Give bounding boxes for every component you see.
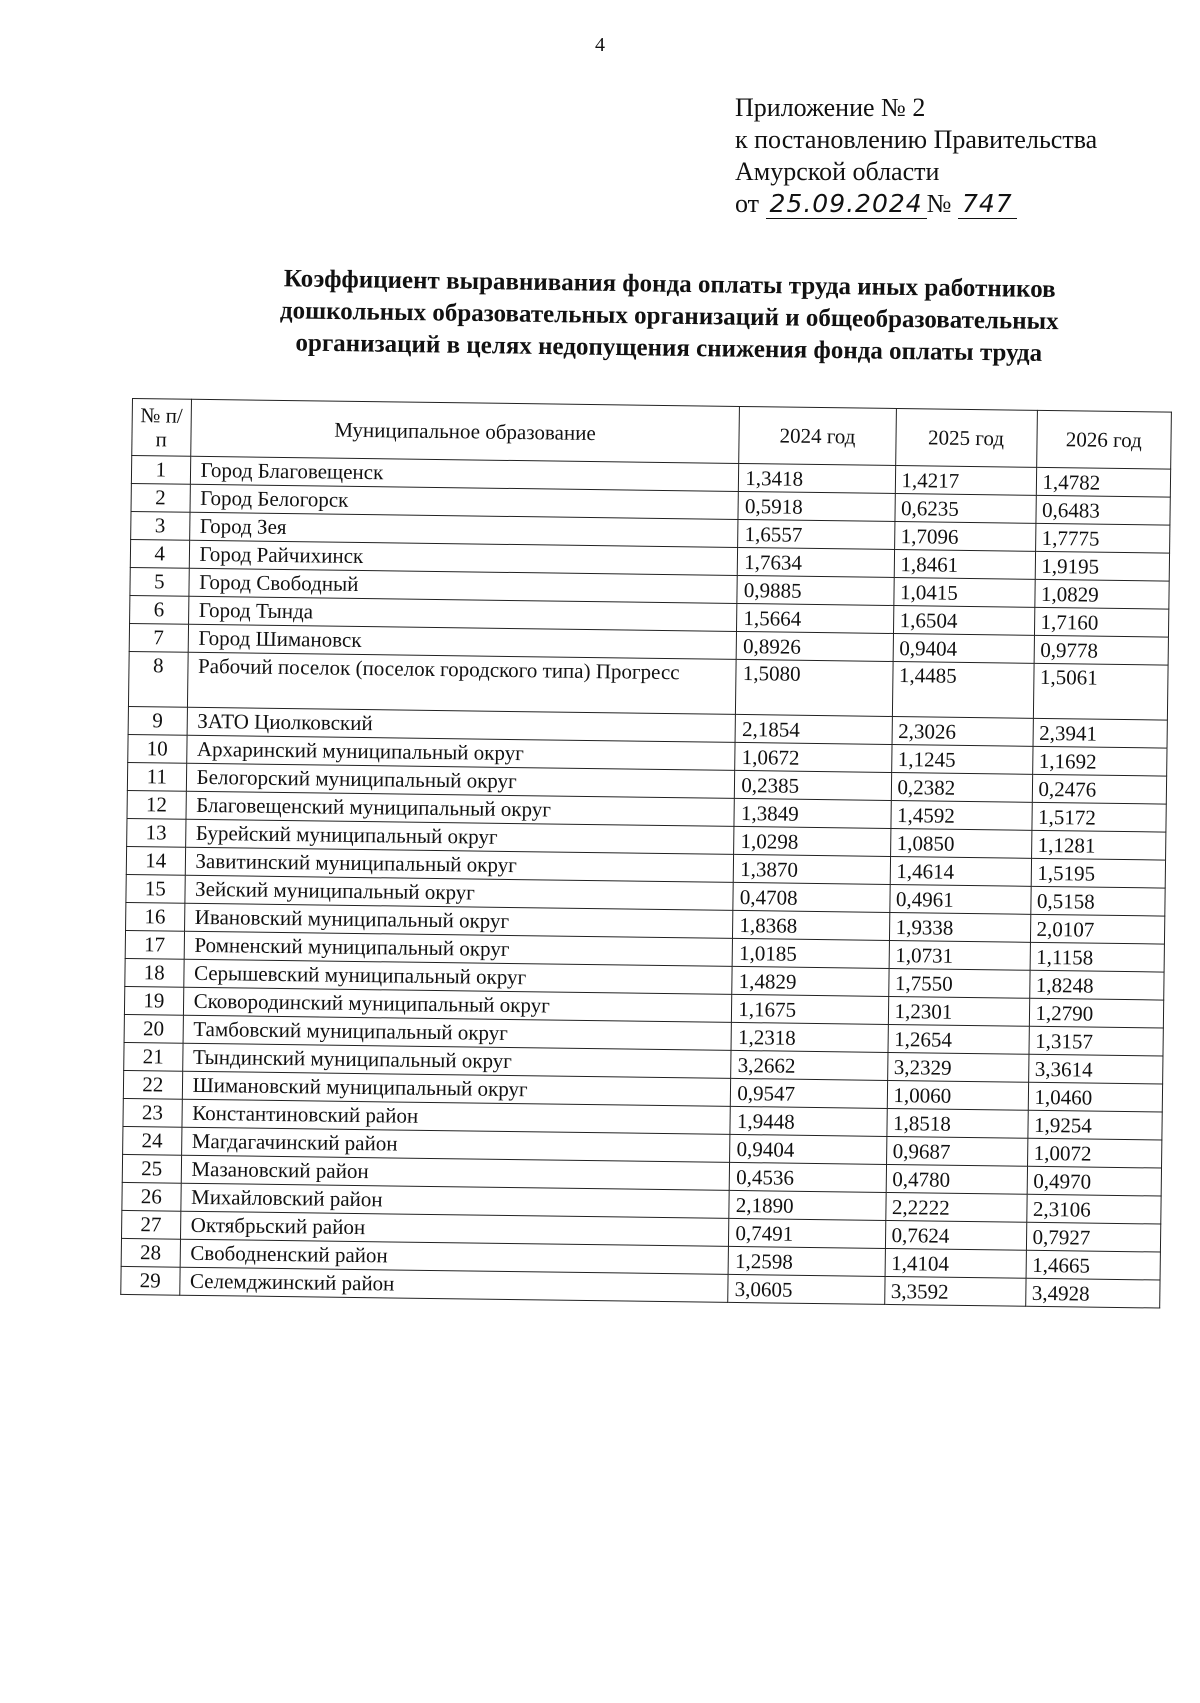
value-2026-cell: 1,3157 [1028,1026,1163,1056]
value-2025-cell: 0,4961 [889,884,1030,914]
value-2024-cell: 1,4829 [732,966,889,996]
value-2024-cell: 1,1675 [732,994,889,1024]
row-number-cell: 11 [127,762,186,791]
municipality-name-cell: Город Тында [188,596,737,631]
value-2026-cell: 1,2790 [1029,998,1164,1028]
value-2026-cell: 0,7927 [1026,1222,1161,1252]
municipality-name-cell: Сковородинский муниципальный округ [183,987,732,1022]
value-2024-cell: 0,9547 [731,1078,888,1108]
value-2026-cell: 1,5195 [1031,858,1166,888]
municipality-name-cell: Рабочий поселок (поселок городского типа) Прогресс [187,652,736,714]
appendix-line-2: к постановлению Правительства [735,125,1098,154]
value-2025-cell: 1,2301 [888,996,1029,1026]
value-2026-cell: 3,3614 [1028,1054,1163,1084]
page-number: 4 [595,34,605,56]
value-2026-cell: 2,0107 [1030,914,1165,944]
value-2025-cell: 0,9687 [886,1136,1027,1166]
header-2024: 2024 год [739,406,896,465]
title-line-2: дошкольных образовательных организаций и общеобразовательных [279,297,1059,336]
value-2024-cell: 0,8926 [736,631,893,661]
municipality-name-cell: Свободненский район [180,1239,729,1274]
row-number-cell: 28 [121,1238,180,1267]
row-number-cell: 19 [124,986,183,1015]
municipality-name-cell: Город Шимановск [188,624,737,659]
value-2025-cell: 1,4485 [892,661,1034,718]
row-number-cell: 17 [125,930,184,959]
number-prefix: № [926,189,952,218]
value-2024-cell: 1,2318 [731,1022,888,1052]
row-number-cell: 20 [124,1014,183,1043]
value-2026-cell: 0,6483 [1035,495,1170,525]
municipality-name-cell: Белогорский муниципальный округ [186,763,735,798]
header-num: № п/п [132,399,191,457]
municipality-name-cell: Тамбовский муниципальный округ [183,1015,732,1050]
value-2025-cell: 2,3026 [892,716,1033,746]
header-2026: 2026 год [1036,410,1171,469]
row-number-cell: 8 [128,651,187,707]
handwritten-number: 747 [958,190,1017,219]
value-2026-cell: 1,7160 [1034,607,1169,637]
value-2024-cell: 1,0672 [735,742,892,772]
table-body [121,456,1171,1309]
value-2025-cell: 1,8461 [894,549,1035,579]
value-2024-cell: 0,4536 [730,1162,887,1192]
value-2024-cell: 1,0298 [734,826,891,856]
header-name: Муниципальное образование [190,399,739,463]
value-2024-cell: 2,1890 [729,1190,886,1220]
municipality-name-cell: Михайловский район [180,1183,729,1218]
value-2024-cell: 0,7491 [729,1218,886,1248]
value-2025-cell: 1,4614 [890,856,1031,886]
value-2025-cell: 1,7096 [894,521,1035,551]
value-2026-cell: 2,3941 [1033,718,1168,748]
value-2024-cell: 1,5664 [737,603,894,633]
appendix-block [735,92,1097,220]
value-2026-cell: 1,0072 [1027,1138,1162,1168]
value-2025-cell: 0,2382 [891,772,1032,802]
municipality-name-cell: Шимановский муниципальный округ [182,1071,731,1106]
value-2024-cell: 3,2662 [731,1050,888,1080]
row-number-cell: 6 [130,595,189,624]
value-2024-cell: 3,0605 [728,1274,885,1304]
value-2025-cell: 1,9338 [889,912,1030,942]
value-2025-cell: 1,8518 [886,1108,1027,1138]
appendix-line-1: Приложение № 2 [735,93,926,122]
value-2024-cell: 0,9404 [730,1134,887,1164]
municipality-name-cell: Константиновский район [182,1099,731,1134]
value-2026-cell: 1,5061 [1033,663,1168,720]
row-number-cell: 4 [130,539,189,568]
value-2025-cell: 1,0731 [889,940,1030,970]
value-2025-cell: 1,7550 [888,968,1029,998]
value-2025-cell: 1,1245 [891,744,1032,774]
row-number-cell: 16 [126,902,185,931]
value-2025-cell: 0,7624 [885,1220,1026,1250]
value-2026-cell: 1,4665 [1026,1250,1161,1280]
value-2025-cell: 1,0850 [890,828,1031,858]
value-2025-cell: 1,0060 [887,1080,1028,1110]
value-2026-cell: 1,9254 [1027,1110,1162,1140]
municipality-name-cell: Магдагачинский район [181,1127,730,1162]
value-2025-cell: 0,9404 [893,633,1034,663]
value-2025-cell: 1,4104 [885,1248,1026,1278]
value-2026-cell: 1,8248 [1029,970,1164,1000]
municipality-name-cell: Тындинский муниципальный округ [182,1043,731,1078]
document-title [189,262,1150,371]
row-number-cell: 12 [127,790,186,819]
row-number-cell: 7 [129,623,188,652]
row-number-cell: 5 [130,567,189,596]
municipality-name-cell: Город Райчихинск [189,540,738,575]
value-2024-cell: 2,1854 [735,714,892,744]
row-number-cell: 10 [128,734,187,763]
row-number-cell: 22 [123,1070,182,1099]
value-2026-cell: 0,5158 [1030,886,1165,916]
value-2025-cell: 1,4592 [890,800,1031,830]
value-2026-cell: 1,0460 [1028,1082,1163,1112]
value-2024-cell: 1,7634 [738,547,895,577]
row-number-cell: 18 [125,958,184,987]
municipality-name-cell: Благовещенский муниципальный округ [186,791,735,826]
value-2026-cell: 1,1281 [1031,830,1166,860]
municipality-name-cell: Город Благовещенск [190,456,739,491]
row-number-cell: 23 [123,1098,182,1127]
coefficients-table-wrapper [120,398,1172,1309]
coefficients-table [120,398,1172,1309]
municipality-name-cell: Серышевский муниципальный округ [183,959,732,994]
value-2025-cell: 3,3592 [884,1276,1025,1306]
value-2024-cell: 0,5918 [738,491,895,521]
row-number-cell: 26 [122,1182,181,1211]
value-2026-cell: 0,9778 [1034,635,1169,665]
title-line-1: Коэффициент выравнивания фонда оплаты труда иных работников [283,265,1056,304]
row-number-cell: 25 [122,1154,181,1183]
value-2026-cell: 1,0829 [1034,579,1169,609]
value-2024-cell: 0,4708 [733,882,890,912]
value-2024-cell: 1,8368 [733,910,890,940]
header-2025: 2025 год [895,409,1037,468]
value-2026-cell: 0,2476 [1032,774,1167,804]
row-number-cell: 27 [121,1210,180,1239]
municipality-name-cell: Октябрьский район [180,1211,729,1246]
value-2026-cell: 0,4970 [1027,1166,1162,1196]
value-2026-cell: 1,5172 [1031,802,1166,832]
municipality-name-cell: Селемджинский район [179,1267,728,1302]
municipality-name-cell: Ромненский муниципальный округ [184,931,733,966]
value-2025-cell: 1,2654 [888,1024,1029,1054]
row-number-cell: 24 [123,1126,182,1155]
value-2025-cell: 0,6235 [894,493,1035,523]
municipality-name-cell: Ивановский муниципальный округ [184,903,733,938]
value-2025-cell: 0,4780 [886,1164,1027,1194]
municipality-name-cell: Город Зея [189,512,738,547]
value-2026-cell: 1,7775 [1035,523,1170,553]
municipality-name-cell: Зейский муниципальный округ [184,875,733,910]
value-2026-cell: 2,3106 [1026,1194,1161,1224]
row-number-cell: 2 [131,483,190,512]
title-line-3: организаций в целях недопущения снижения фонда оплаты труда [295,329,1043,367]
municipality-name-cell: Город Белогорск [190,484,739,519]
row-number-cell: 21 [124,1042,183,1071]
appendix-line-3: Амурской области [735,157,940,186]
value-2026-cell: 1,1692 [1032,746,1167,776]
municipality-name-cell: Город Свободный [188,568,737,603]
value-2024-cell: 1,6557 [738,519,895,549]
value-2025-cell: 1,4217 [895,465,1036,495]
value-2024-cell: 0,9885 [737,575,894,605]
value-2024-cell: 1,9448 [730,1106,887,1136]
value-2026-cell: 1,9195 [1035,551,1170,581]
municipality-name-cell: Завитинский муниципальный округ [185,847,734,882]
value-2026-cell: 1,4782 [1036,467,1171,497]
row-number-cell: 3 [131,511,190,540]
municipality-name-cell: ЗАТО Циолковский [187,707,736,742]
row-number-cell: 1 [131,456,190,485]
value-2025-cell: 2,2222 [885,1192,1026,1222]
value-2025-cell: 1,0415 [893,577,1034,607]
appendix-date-line [735,188,1097,220]
value-2024-cell: 1,3870 [734,854,891,884]
value-2025-cell: 3,2329 [887,1052,1028,1082]
value-2024-cell: 1,2598 [728,1246,885,1276]
municipality-name-cell: Архаринский муниципальный округ [186,735,735,770]
value-2026-cell: 3,4928 [1025,1278,1160,1308]
value-2025-cell: 1,6504 [893,605,1034,635]
row-number-cell: 9 [128,706,187,735]
value-2024-cell: 1,3418 [739,463,896,493]
date-prefix: от [735,189,760,218]
row-number-cell: 14 [126,846,185,875]
row-number-cell: 29 [121,1266,180,1295]
value-2026-cell: 1,1158 [1030,942,1165,972]
value-2024-cell: 1,3849 [734,798,891,828]
row-number-cell: 13 [127,818,186,847]
value-2024-cell: 0,2385 [735,770,892,800]
municipality-name-cell: Бурейский муниципальный округ [185,819,734,854]
value-2024-cell: 1,5080 [736,659,893,716]
value-2024-cell: 1,0185 [732,938,889,968]
municipality-name-cell: Мазановский район [181,1155,730,1190]
row-number-cell: 15 [126,874,185,903]
handwritten-date: 25.09.2024 [766,190,927,219]
